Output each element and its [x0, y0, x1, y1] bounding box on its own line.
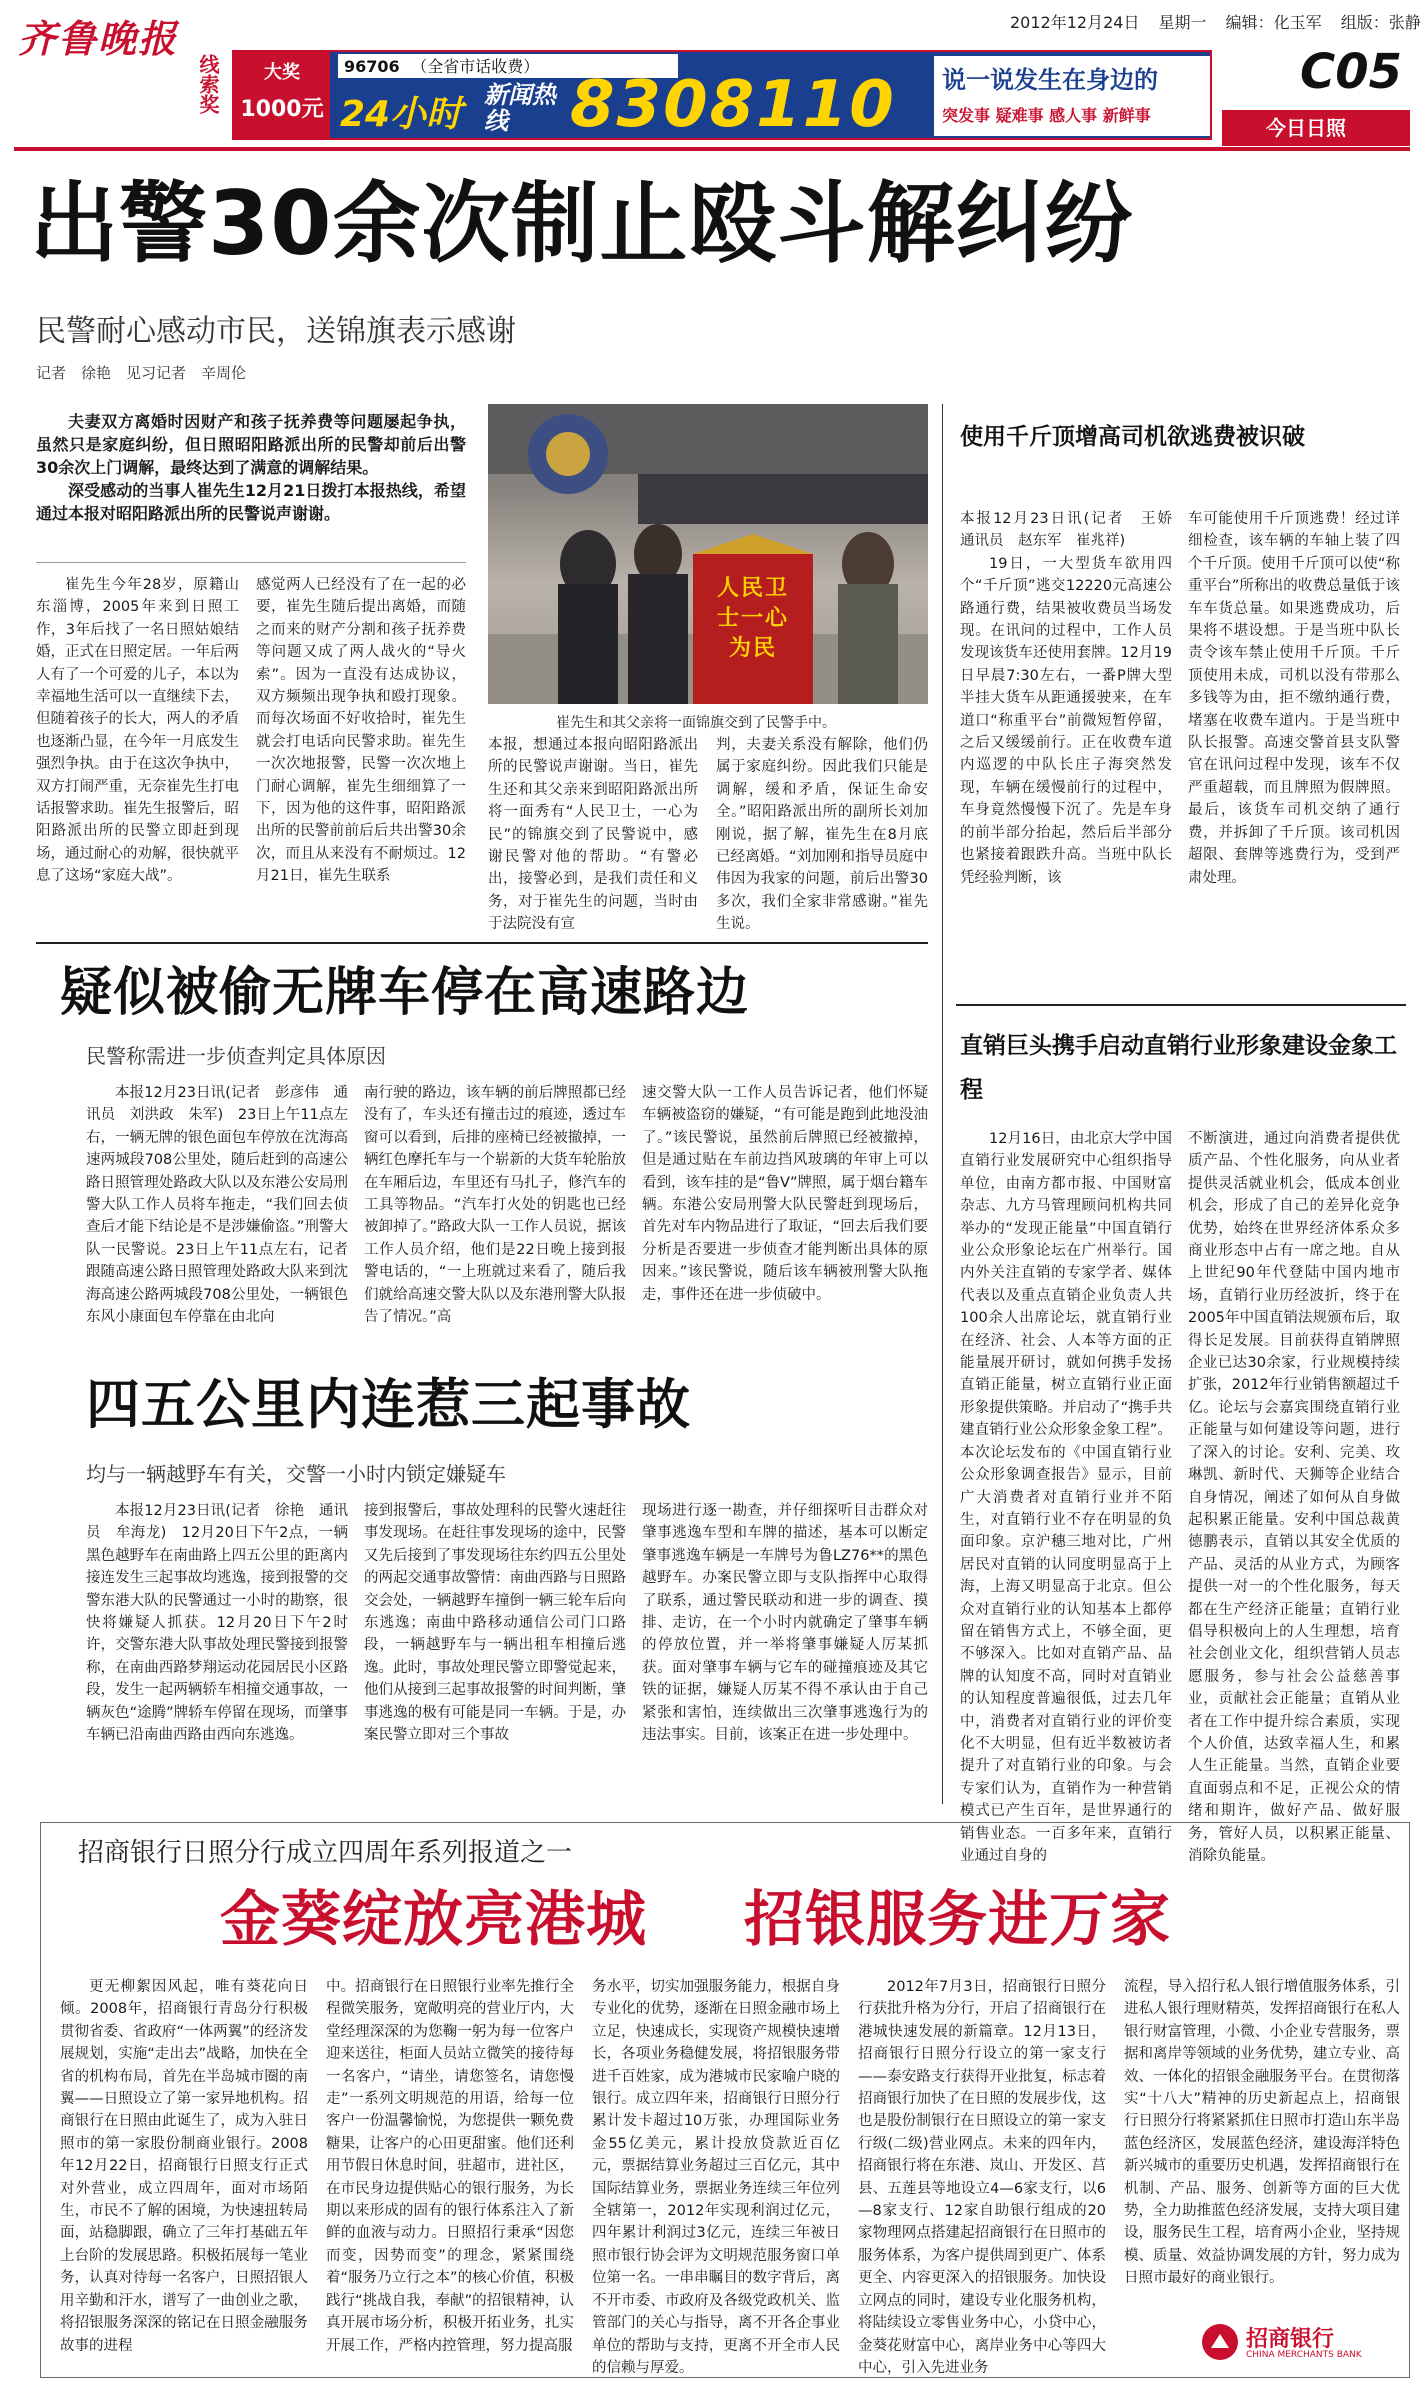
advertorial-col3: 务水平，切实加强服务能力，根据自身专业化的优势，逐渐在日照金融市场上立足，快速成长，实现资产规模快速增长，各项业务稳健发展，将招银服务带进千百姓家，成为港城市民家喻户晓的银行。成立四年来，招商银行日照分行累计发卡超过10万张，办理国际业务金55亿美元，累计投放贷款近百亿元，票据结算业务超过三百亿元，其中国际结算业务，票据业务连续三年位列全辖第一，2012年实现利润过亿元，四年累计利润过3亿元，连续三年被日照市银行协会评为文明规范服务窗口单位第一名。一串串瞩目的数字背后，离不开市委、市政府及各级党政机关、监管部门的关心与指导，离不开各企事业单位的帮助与支持，更离不开全市人民的信赖与厚爱。: [592, 1979, 840, 2376]
story2-headline: 使用千斤顶增高司机欲逃费被识破: [960, 424, 1305, 450]
story5-headline: 四五公里内连惹三起事故: [86, 1373, 691, 1436]
advertorial-col5: 流程，导入招行私人银行增值服务体系，引进私人银行理财精英，发挥招商银行在私人银行财富管理，小微、小企业专营服务，票据和离岸等领域的业务优势，建立专业、高效、一体化的招银金融服务平台。在贯彻落实“十八大”精神的历史新起点上，招商银行日照分行将紧紧抓住日照市打造山东半岛蓝色经济区，发展蓝色经济，建设海洋特色新兴城市的重要历史机遇，发挥招商银行在机制、产品、服务、创新等方面的巨大优势，全力助推蓝色经济发展，支持大项目建设，服务民生工程，培育两小企业，坚持规模、质量、效益协调发展的方针，努力成为日照市最好的商业银行。: [1124, 1979, 1400, 2287]
story3-rule: [956, 1004, 1406, 1006]
story1-subhead: 民警耐心感动市民，送锦旗表示感谢: [36, 314, 516, 349]
story1-col4: 判，夫妻关系没有解除，他们仍属于家庭纠纷。因此我们只能是调解，缓和矛盾，保证生命安全。”昭阳路派出所的副所长刘加刚说，据了解，崔先生在8月底已经离婚。“刘加刚和指导员庭中伟因为我家的问题，前后出警30多次，我们全家非常感谢。”崔先生说。: [716, 737, 928, 933]
editor-credit: 编辑：化玉军: [1225, 13, 1322, 32]
hotline-number: 8308110: [570, 68, 896, 142]
story3-headline: 直销巨头携手启动直销行业形象建设金象工程: [960, 1033, 1397, 1103]
story4-headline: 疑似被偷无牌车停在高速路边: [60, 963, 750, 1023]
reward-label: 线索奖: [196, 54, 220, 114]
story1-col3: 本报，想通过本报向昭阳路派出所的民警说声谢谢。当日，崔先生还和其父亲来到昭阳路派出所将一面秀有“人民卫士，一心为民”的锦旗交到了民警说中，感谢民警对他的帮助。“有警必出，接警必到，是我们责任和义务，对于崔先生的问题，当时由于法院没有宣: [488, 737, 698, 933]
hotline-24: 24小时: [340, 94, 463, 135]
story1-col1: 崔先生今年28岁，原籍山东淄博，2005年来到日照工作，3年后找了一名日照姑娘结婚，正式在日照定居。一年后两人有了一个可爱的儿子，本以为幸福地生活可以一直继续下去，但随着孩子的长大，两人的矛盾也逐渐凸显，在今年一月底发生强烈争执。由于在这次争执中，双方打闹严重，无奈崔先生打电话报警求助。崔先生报警后，昭阳路派出所的民警立即赶到现场，通过耐心的劝解，很快就平息了这场“家庭大战”。: [36, 577, 239, 885]
bank-logo-icon: [1200, 2322, 1240, 2362]
story1-lead-rule: [36, 562, 466, 563]
advertorial-col2: 中。招商银行在日照银行业率先推行全程微笑服务，宽敞明亮的营业厅内，大堂经理深深的为您鞠一躬为每一位客户迎来送往，柜面人员站立微笑的接待每一名客户，“请坐，请您签名，请您慢走”一系列文明规范的用语，给每一位客户一份温馨愉悦，为您提供一颗免费糖果，让客户的心田更甜蜜。他们还利用节假日休息时间，驻超市，进社区，在市民身边提供贴心的银行服务，为长期以来形成的固有的银行体系注入了新鲜的血液与动力。日照招行秉承“因您而变，因势而变”的理念，紧紧围绕着“服务乃立行之本”的核心价值，积极践行“挑战自我，奉献”的招银精神，认真开展市场分析，积极开拓业务，扎实开展工作，严格内控管理，努力提高服: [326, 1979, 574, 2354]
story3-col1: 12月16日，由北京大学中国直销行业发展研究中心组织指导单位，由南方都市报、中国财富杂志、九方马管理顾问机构共同举办的“发现正能量”中国直销行业公众形象论坛在广州举行。国内外关注直销的专家学者、媒体代表以及重点直销企业负责人共100余人出席论坛，就直销行业在经济、社会、人本等方面的正能量展开研讨，就如何携手发扬直销正能量，树立直销行业正面形象提供策略。并启动了“携手共建直销行业公众形象金象工程”。本次论坛发布的《中国直销行业公众形象调查报告》显示，目前广大消费者对直销行业并不陌生，对直销行业不存在明显的负面印象。京沪穗三地对比，广州居民对直销的认同度明显高于上海，上海又明显高于北京。但公众对直销行业的认知基本上都停留在销售方式上，不够全面，更不够深入。比如对直销产品、品牌的认知度不高，同时对直销业的认知程度普遍很低，过去几年中，消费者对直销行业的评价变化不大明显，但有近半数被访者提升了对直销行业的印象。与会专家们认为，直销作为一种营销模式已产生百年，是世界通行的销售业态。一百多年来，直销行业通过自身的: [960, 1131, 1172, 1864]
advertorial-headline-right: 招银服务进万家: [744, 1885, 1171, 1955]
story5-subhead: 均与一辆越野车有关，交警一小时内锁定嫌疑车: [86, 1462, 506, 1486]
story5-col2: 接到报警后，事故处理科的民警火速赶往事发现场。在赶往事发现场的途中，民警又先后接到了事发现场往东约四五公里处的两起交通事故警情：南曲西路与日照路交会处，一辆越野车撞倒一辆三轮车后向东逃逸；南曲中路移动通信公司门口路段，一辆越野车与一辆出租车相撞后逃逸。此时，事故处理民警立即警觉起来，他们从接到三起事故报警的时间判断，肇事逃逸的极有可能是同一车辆。于是，办案民警立即对三个事故: [364, 1503, 626, 1744]
story2-col2: 车可能使用千斤顶逃费！经过详细检查，该车辆的车轴上装了四个千斤顶。使用千斤顶可以使“称重平台”所称出的收费总量低于该车车货总量。如果逃费成功，后果将不堪设想。于是当班中队长责令该车禁止使用千斤顶。千斤顶使用未成，司机以没有带那么多钱等为由，拒不缴纳通行费，堵塞在收费车道内。于是当班中队长报警。高速交警首县支队警官在讯问过程中发现，该车不仅严重超载，而且牌照为假牌照。最后，该货车司机交纳了通行费，并拆卸了千斤顶。该司机因超限、套牌等逃费行为，受到严肃处理。: [1188, 511, 1400, 886]
story1-photo: [488, 404, 928, 704]
story4-col3: 速交警大队一工作人员告诉记者，他们怀疑车辆被盗窃的嫌疑，“有可能是跑到此地没油了。”该民警说，虽然前后牌照已经被撤掉，但是通过贴在车前边挡风玻璃的年审上可以看到，该车挂的是“鲁Ⅴ”牌照，属于烟台籍车辆。东港公安局刑警大队民警赶到现场后，首先对车内物品进行了取证，“回去后我们要分析是否要进一步侦查才能判断出具体的原因来。”该民警说，随后该车辆被刑警大队拖走，事件还在进一步侦破中。: [642, 1085, 928, 1303]
silk-banner-text: 人民卫士一心为民: [716, 576, 789, 661]
sms-line: 96706 （全省市话收费）: [338, 54, 678, 78]
masthead-rule: [14, 147, 1410, 151]
advertorial-series-title: 招商银行日照分行成立四周年系列报道之一: [78, 1838, 573, 1868]
story5-col3: 现场进行逐一勘查，并仔细探听目击群众对肇事逃逸车型和车牌的描述，基本可以断定肇事逃逸车辆是一车牌号为鲁LZ76**的黑色越野车。办案民警立即与支队指挥中心取得了联系，通过警民联动和进一步的调查、摸排、走访，在一个小时内就确定了肇事车辆的停放位置，并一举将肇事嫌疑人厉某抓获。面对肇事车辆与它车的碰撞痕迹及其它铁的证据，嫌疑人厉某不得不承认由于自己紧张和害怕，连续做出三次肇事逃逸行为的违法事实。目前，该案正在进一步处理中。: [642, 1503, 928, 1744]
paper-name: 齐鲁晚报: [18, 16, 179, 61]
story4-subhead: 民警称需进一步侦查判定具体原因: [86, 1044, 386, 1068]
masthead-meta: [1010, 10, 1421, 33]
story1-byline: 记者 徐艳 见习记者 辛周伦: [36, 364, 247, 382]
story4-col2: 南行驶的路边，该车辆的前后牌照都已经没有了，车头还有撞击过的痕迹，透过车窗可以看到，后排的座椅已经被撤掉，一辆红色摩托车与一个崭新的大货车轮胎放在车厢后边，车里还有马扎子，修汽车的工具等物品。“汽车打火处的钥匙也已经被卸掉了。”路政大队一工作人员说，据该工作人员介绍，他们是22日晚上接到报警电话的，“一上班就过来看了，随后我们就给高速交警大队以及东港刑警大队报告了情况。”高: [364, 1085, 626, 1326]
advertorial-headline-left: 金葵绽放亮港城: [220, 1885, 647, 1955]
section-tab: 今日日照: [1222, 110, 1410, 146]
story4-rule: [36, 942, 928, 944]
page-number: C05: [1300, 44, 1403, 100]
hotline-banner: [232, 50, 1212, 140]
advertorial-col4: 2012年7月3日，招商银行日照分行获批升格为分行，开启了招商银行在港城快速发展的新篇章。12月13日，招商银行日照分行设立的第一家支行——泰安路支行获得开业批复，标志着招商银行加快了在日照的发展步伐，这也是股份制银行在日照设立的第一家支行级(二级)营业网点。未来的四年内，招商银行将在东港、岚山、开发区、莒县、五莲县等地设立4—6家支行，以6—8家支行、12家自助银行组成的20家物理网点搭建起招商银行在日照市的服务体系，为客户提供周到更广、体系更全、内容更深入的招银服务。加快设立网点的同时，建设专业化服务机构，将陆续设立零售业务中心，小贷中心，金葵花财富中心，离岸业务中心等四大中心，引入先进业务: [858, 1979, 1106, 2376]
layout-credit: 组版：张静: [1340, 13, 1421, 32]
story1-col2: 感觉两人已经没有了在一起的必要，崔先生随后提出离婚，而随之而来的财产分割和孩子抚养费等问题又成了两人战火的“导火索”。因为一直没有达成协议，双方频频出现争执和殴打现象。而每次场面不好收拾时，崔先生就会打电话向民警求助。崔先生一次次地报警，民警一次次地上门耐心调解，崔先生细细算了一下，因为他的这件事，昭阳路派出所的民警前前后后共出警30余次，而且从来没有不耐烦过。12月21日，崔先生联系: [256, 577, 466, 885]
hotline-label: 新闻热线: [484, 81, 556, 135]
story1-lead: 夫妻双方离婚时因财产和孩子抚养费等问题屡起争执，虽然只是家庭纠纷，但日照昭阳路派出所的民警却前后出警30余次上门调解，最终达到了满意的调解结果。 深受感动的当事人崔先生12月21日拨打本报热线，希望通过本报对昭阳路派出所的民警说声谢谢。: [36, 412, 466, 523]
story4-col1: 本报12月23日讯(记者 彭彦伟 通讯员 刘洪政 朱军) 23日上午11点左右，一辆无牌的银色面包车停放在沈海高速两城段708公里处，随后赶到的高速公路日照管理处路政大队以及东港公安局刑警大队工作人员将车拖走，“我们回去侦查后才能下结论是不是涉嫌偷盗。”刑警大队一民警说。23日上午11点左右，记者跟随高速公路日照管理处路政大队来到沈海高速公路两城段708公里处，一辆银色东风小康面包车停靠在由北向: [86, 1085, 348, 1326]
story2-col1: 本报12月23日讯(记者 王娇 通讯员 赵东军 崔兆祥) 19日，一大型货车欲用四个“千斤顶”逃交12220元高速公路通行费，结果被收费员当场发现。在讯问的过程中，工作人员发现该货车还使用套牌。12月19日早晨7:30左右，一番P牌大型半挂大货车从距通援驶来，在车道口“称重平台”前微短暂停留，之后又缓缓前行。正在收费车道内巡逻的中队长庄子海突然发现，车辆在缓慢前行的过程中，车身竟然慢慢下沉了。先是车身的前半部分抬起，然后后半部分也紧接着跟跌升高。当班中队长凭经验判断，该: [960, 511, 1187, 886]
story1-photo-caption: 崔先生和其父亲将一面锦旗交到了民警手中。: [556, 715, 836, 731]
issue-date: 2012年12月24日: [1010, 13, 1140, 32]
bank-logo: 招商银行 CHINA MERCHANTS BANK: [1200, 2318, 1400, 2370]
main-divider: [942, 404, 943, 1804]
advertorial-col1: 更无柳絮因风起，唯有葵花向日倾。2008年，招商银行青岛分行积极贯彻省委、省政府“一体两翼”的经济发展规划，实施“走出去”战略，加快在全省的机构布局，首先在半岛城市圈的南翼——日照设立了第一家异地机构。招商银行在日照由此诞生了，成为入驻日照市的第一家股份制商业银行。2008年12月22日，招商银行日照支行正式对外营业，成立四周年，面对市场陌生，市民不了解的困境，为快速扭转局面，站稳脚跟，确立了三年打基础五年上台阶的发展思路。积极拓展每一笔业务，认真对待每一名客户，日照招银人用辛勤和汗水，谱写了一曲创业之歌，将招银服务深深的铭记在日照金融服务故事的进程: [60, 1979, 308, 2354]
issue-weekday: 星期一: [1158, 13, 1207, 32]
story3-col2: 不断演进，通过向消费者提供优质产品、个性化服务，向从业者提供灵活就业机会，低成本创业机会，形成了自己的差异化竞争优势，始终在世界经济体系众多商业形态中占有一席之地。自从上世纪90年代登陆中国内地市场，直销行业历经波折，终于在2005年中国直销法规颁布后，取得长足发展。目前获得直销牌照企业已达30余家，行业规模持续扩张，2012年行业销售额超过千亿。论坛与会嘉宾围绕直销行业正能量与如何建设等问题，进行了深入的讨论。安利、完美、玫琳凯、新时代、天狮等企业结合自身情况，阐述了如何从自身做起积累正能量。安利中国总裁黄德鹏表示，直销以其安全优质的产品、灵活的从业方式，为顾客提供一对一的个性化服务，每天都在生产经济正能量；直销行业倡导积极向上的人生理想，培育社会创业文化，组织营销人员志愿服务，参与社会公益慈善事业，贡献社会正能量；直销从业者在工作中提升综合素质，实现个人价值，达致幸福人生，和累人生正能量。当然，直销企业要直面弱点和不足，正视公众的情绪和期许，做好产品、做好服务，管好人员，以积累正能量、消除负能量。: [1188, 1131, 1400, 1864]
story1-headline: 出警30余次制止殴斗解纠纷: [30, 172, 1134, 275]
slogan-box: 说一说发生在身边的 突发事 疑难事 感人事 新鲜事: [934, 56, 1210, 136]
prize-badge: 大奖 1000元: [234, 52, 330, 138]
story5-col1: 本报12月23日讯(记者 徐艳 通讯员 牟海龙) 12月20日下午2点，一辆黑色越野车在南曲路上四五公里的距离内接连发生三起事故均逃逸，接到报警的交警东港大队的民警通过一小时的勘察，很快将嫌疑人抓获。12月20日下午2时许，交警东港大队事故处理民警接到报警称，在南曲西路梦翔运动花园居民小区路段，发生一起两辆轿车相撞交通事故，一辆灰色“途腾”牌轿车停留在现场，而肇事车辆已沿南曲西路由西向东逃逸。: [86, 1503, 348, 1744]
